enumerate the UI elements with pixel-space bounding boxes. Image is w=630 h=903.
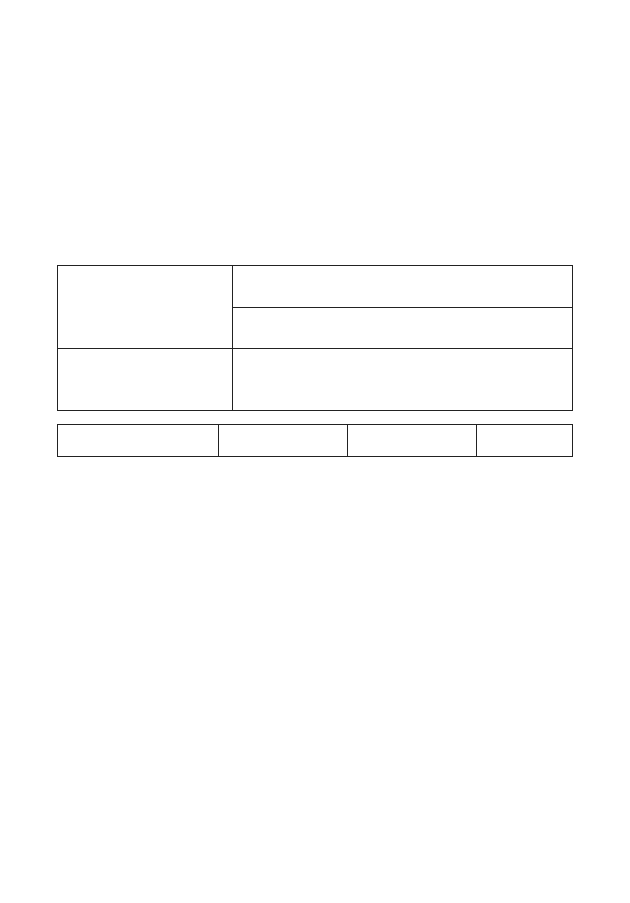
- contract-option-2[interactable]: [233, 308, 572, 348]
- vehicle-header: [58, 425, 219, 457]
- operator-value[interactable]: [233, 349, 573, 411]
- remarks-header: [477, 425, 573, 457]
- contract-option-1[interactable]: [233, 266, 572, 308]
- contract-table: [57, 265, 573, 411]
- detail-header-row: [58, 425, 573, 457]
- detail-table: [57, 424, 573, 457]
- contract-options-cell: [233, 266, 573, 349]
- operator-label: [58, 349, 233, 411]
- date-header: [219, 425, 348, 457]
- amount-header: [348, 425, 477, 457]
- contract-type-header: [58, 266, 233, 349]
